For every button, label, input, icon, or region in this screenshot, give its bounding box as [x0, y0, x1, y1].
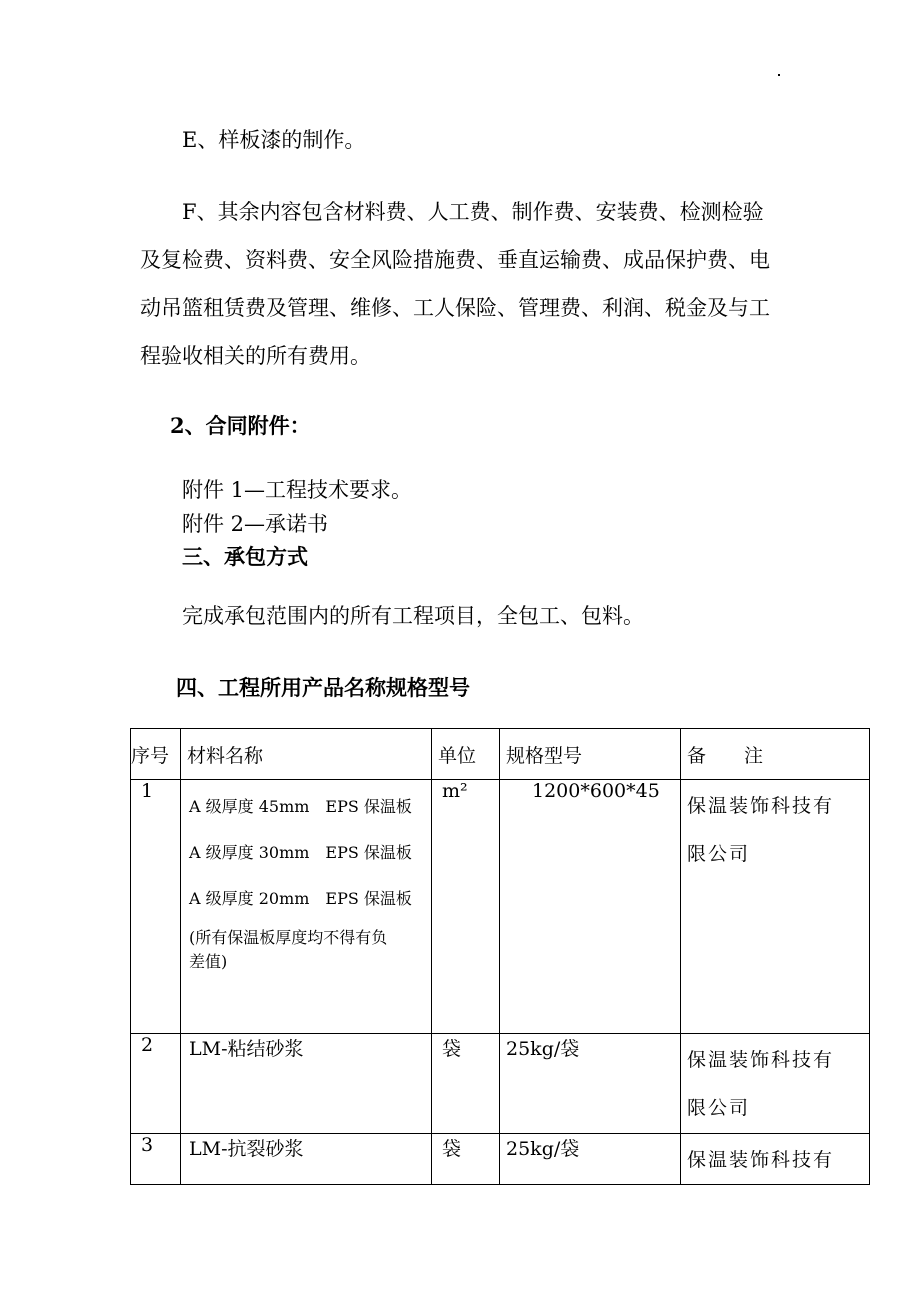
- remark-cell: [681, 1134, 870, 1185]
- spec-cell: 25kg/袋: [500, 1034, 681, 1134]
- header-index: 序号: [131, 729, 181, 780]
- spec-cell: 1200*600*45: [500, 780, 681, 1034]
- paragraph-f-line-3: 动吊篮租赁费及管理、维修、工人保险、管理费、利润、税金及与工: [140, 296, 770, 320]
- material-name-cell: [181, 780, 432, 1034]
- unit-cell: 袋: [432, 1134, 500, 1185]
- header-spec: 规格型号: [500, 729, 681, 780]
- unit-cell: 袋: [432, 1034, 500, 1134]
- table-row: [131, 1134, 870, 1185]
- remark-line: 限公司: [687, 843, 751, 865]
- paragraph-f-line-1: F、其余内容包含材料费、人工费、制作费、安装费、检测检验: [182, 200, 764, 224]
- page-corner-mark: [778, 74, 780, 76]
- spec-cell: 25kg/袋: [500, 1134, 681, 1185]
- row-index: 1: [131, 780, 181, 1034]
- row-index: 2: [131, 1034, 181, 1134]
- unit-cell: m²: [432, 780, 500, 1034]
- remark-line: 保温装饰科技有: [687, 1049, 835, 1071]
- attachment-1: 附件 1—工程技术要求。: [182, 478, 413, 502]
- remark-line: 保温装饰科技有: [687, 1149, 835, 1171]
- section-3-title: 三、承包方式: [182, 544, 308, 569]
- attachment-2: 附件 2—承诺书: [182, 512, 329, 536]
- material-name-cell: LM-粘结砂浆: [181, 1034, 432, 1134]
- remark-cell: [681, 780, 870, 1034]
- paragraph-f-line-2: 及复检费、资料费、安全风险措施费、垂直运输费、成品保护费、电: [140, 248, 770, 272]
- material-note: 差值): [189, 952, 228, 971]
- material-name-cell: LM-抗裂砂浆: [181, 1134, 432, 1185]
- paragraph-e: E、样板漆的制作。: [182, 128, 366, 152]
- table-row: [131, 1034, 870, 1134]
- material-name: A 级厚度 30mm EPS 保温板: [189, 843, 412, 862]
- remark-cell: [681, 1034, 870, 1134]
- section-attachments-title: 2、合同附件：: [170, 413, 311, 438]
- header-unit: 单位: [432, 729, 500, 780]
- paragraph-f-line-4: 程验收相关的所有费用。: [140, 344, 371, 368]
- table-row: [131, 780, 870, 1034]
- remark-line: 限公司: [687, 1097, 751, 1119]
- header-material: 材料名称: [181, 729, 432, 780]
- material-name: A 级厚度 20mm EPS 保温板: [189, 889, 412, 908]
- material-name: A 级厚度 45mm EPS 保温板: [189, 797, 412, 816]
- section-4-title: 四、工程所用产品名称规格型号: [176, 675, 470, 700]
- section-3-text: 完成承包范围内的所有工程项目，全包工、包料。: [182, 604, 644, 628]
- product-spec-table: [130, 728, 870, 1185]
- header-remark: 备 注: [681, 729, 870, 780]
- remark-line: 保温装饰科技有: [687, 795, 835, 817]
- material-note: (所有保温板厚度均不得有负: [189, 928, 388, 947]
- row-index: 3: [131, 1134, 181, 1185]
